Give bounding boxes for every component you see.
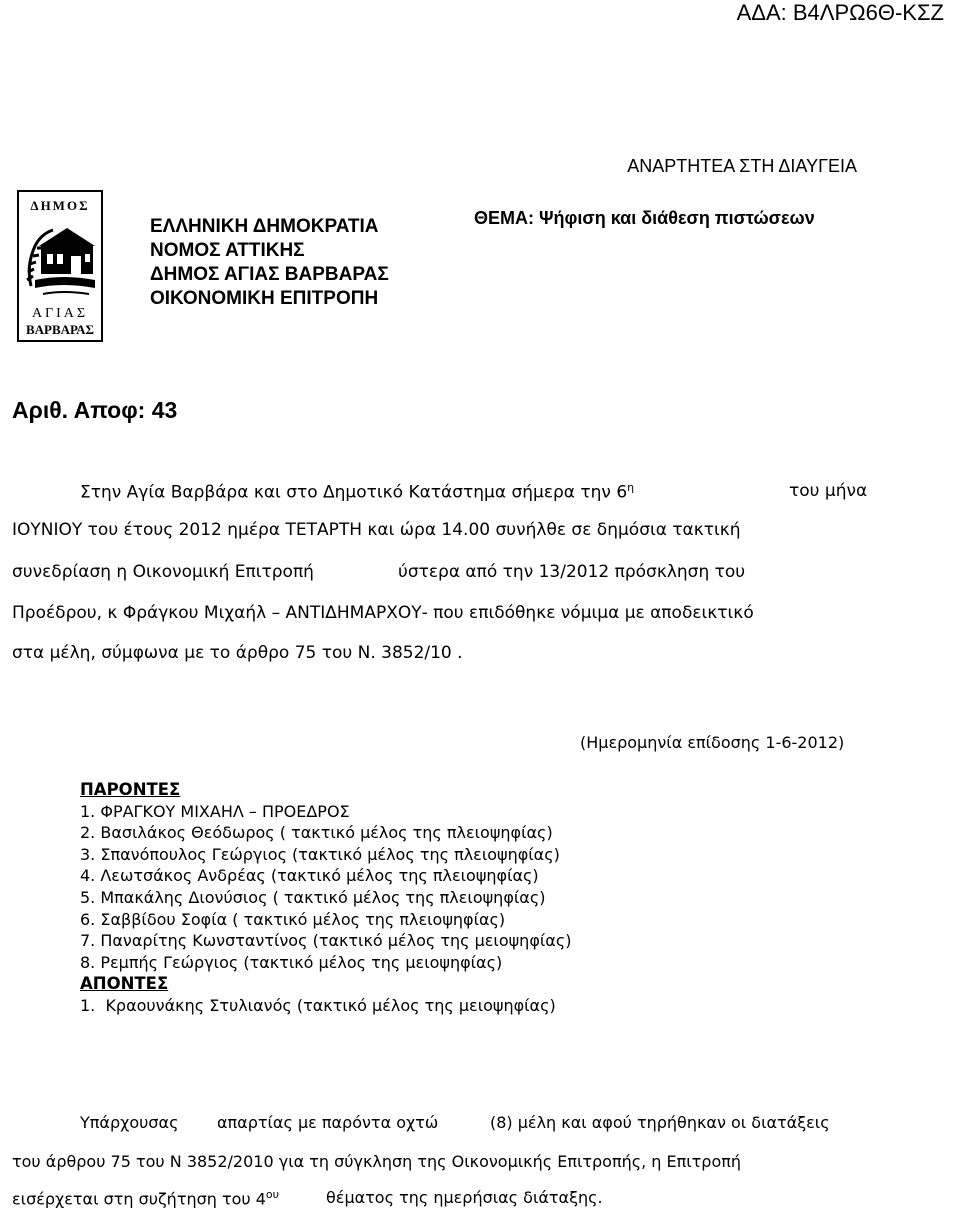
para2-line2: του άρθρου 75 του Ν 3852/2010 για τη σύγκληση της Οικονομικής Επιτροπής, η Επιτροπή (12, 1152, 742, 1171)
publish-notice: ΑΝΑΡΤΗΤΕΑ ΣΤΗ ΔΙΑΥΓΕΙΑ (627, 156, 857, 176)
para1-line1-b: του μήνα (789, 481, 868, 501)
para1-line2: ΙΟΥΝΙΟΥ του έτους 2012 ημέρα ΤΕΤΑΡΤΗ και ώρα 14.00 συνήλθε σε δημόσια τακτική (12, 520, 741, 540)
subject-line: ΘΕΜΑ: Ψήφιση και διάθεση πιστώσεων (474, 208, 815, 228)
absent-heading: ΑΠΟΝΤΕΣ (80, 974, 169, 994)
para1-line4: Προέδρου, κ Φράγκου Μιχαήλ – ΑΝΤΙΔΗΜΑΡΧΟΥ- που επιδόθηκε νόμιμα με αποδεικτικό (12, 603, 754, 623)
para2-line1-c: (8) μέλη και αφού τηρήθηκαν οι διατάξεις (490, 1113, 830, 1132)
municipality-logo (17, 190, 103, 342)
para1-sup: η (627, 481, 635, 494)
logo-bottom-text-1: ΑΓΙΑΣ (31, 306, 89, 321)
present-heading: ΠΑΡΟΝΤΕΣ (80, 780, 181, 799)
logo-top-text: ΔΗΜΟΣ (30, 198, 90, 213)
present-item: 6. Σαββίδου Σοφία ( τακτικό μέλος της πλειοψηφίας) (80, 909, 506, 929)
header-line-3: ΔΗΜΟΣ ΑΓΙΑΣ ΒΑΡΒΑΡΑΣ (150, 264, 389, 285)
present-item: 8. Ρεμπής Γεώργιος (τακτικό μέλος της μειοψηφίας) (80, 952, 503, 972)
church-emblem-icon (23, 216, 99, 308)
delivery-date: (Ημερομηνία επίδοσης 1-6-2012) (580, 733, 845, 752)
para2-line1-a: Υπάρχουσας (80, 1113, 179, 1132)
header-line-2: ΝΟΜΟΣ ΑΤΤΙΚΗΣ (150, 240, 305, 261)
present-item: 7. Παναρίτης Κωνσταντίνος (τακτικό μέλος της μειοψηφίας) (80, 931, 572, 951)
present-item: 5. Μπακάλης Διονύσιος ( τακτικό μέλος της πλειοψηφίας) (80, 887, 546, 907)
para1-line3-b: ύστερα από την 13/2012 πρόσκληση του (398, 562, 746, 582)
present-item: 3. Σπανόπουλος Γεώργιος (τακτικό μέλος της πλειοψηφίας) (80, 844, 560, 864)
para2-line1-b: απαρτίας με παρόντα οχτώ (217, 1113, 439, 1132)
logo-bottom-text-2: ΒΑΡΒΑΡΑΣ (26, 322, 94, 337)
para1-line5: στα μέλη, σύμφωνα με το άρθρο 75 του Ν. 3852/10 . (12, 643, 463, 663)
header-line-1: ΕΛΛΗΝΙΚΗ ΔΗΜΟΚΡΑΤΙΑ (150, 216, 379, 237)
present-item: 1. ΦΡΑΓΚΟΥ ΜΙΧΑΗΛ – ΠΡΟΕΔΡΟΣ (80, 801, 350, 821)
attendance-list (80, 779, 571, 1017)
para2-line3-a: εισέρχεται στη συζήτηση του $4^{o\upsilon}$ (12, 1188, 280, 1209)
ada-code: ΑΔΑ: Β4ΛΡΩ6Θ-ΚΣΖ (736, 0, 944, 25)
para2-sup: ου (265, 1188, 280, 1201)
para2-line3-b: θέματος της ημερήσιας διάταξης. (326, 1188, 603, 1207)
present-item: 4. Λεωτσάκος Ανδρέας (τακτικό μέλος της πλειοψηφίας) (80, 866, 539, 886)
header-line-4: ΟΙΚΟΝΟΜΙΚΗ ΕΠΙΤΡΟΠΗ (150, 288, 379, 309)
present-item: 2. Βασιλάκος Θεόδωρος ( τακτικό μέλος της πλειοψηφίας) (80, 823, 553, 843)
decision-number: Αριθ. Αποφ: 43 (12, 397, 178, 423)
authority-header (150, 215, 389, 311)
para1-line3-a: συνεδρίαση η Οικονομική Επιτροπή (12, 562, 314, 582)
para1-line1-a: Στην Αγία Βαρβάρα και στο Δημοτικό Κατάστημα σήμερα την $6^\eta$ (80, 481, 635, 503)
absent-item: 1. Κραουνάκης Στυλιανός (τακτικό μέλος της μειοψηφίας) (80, 995, 556, 1015)
